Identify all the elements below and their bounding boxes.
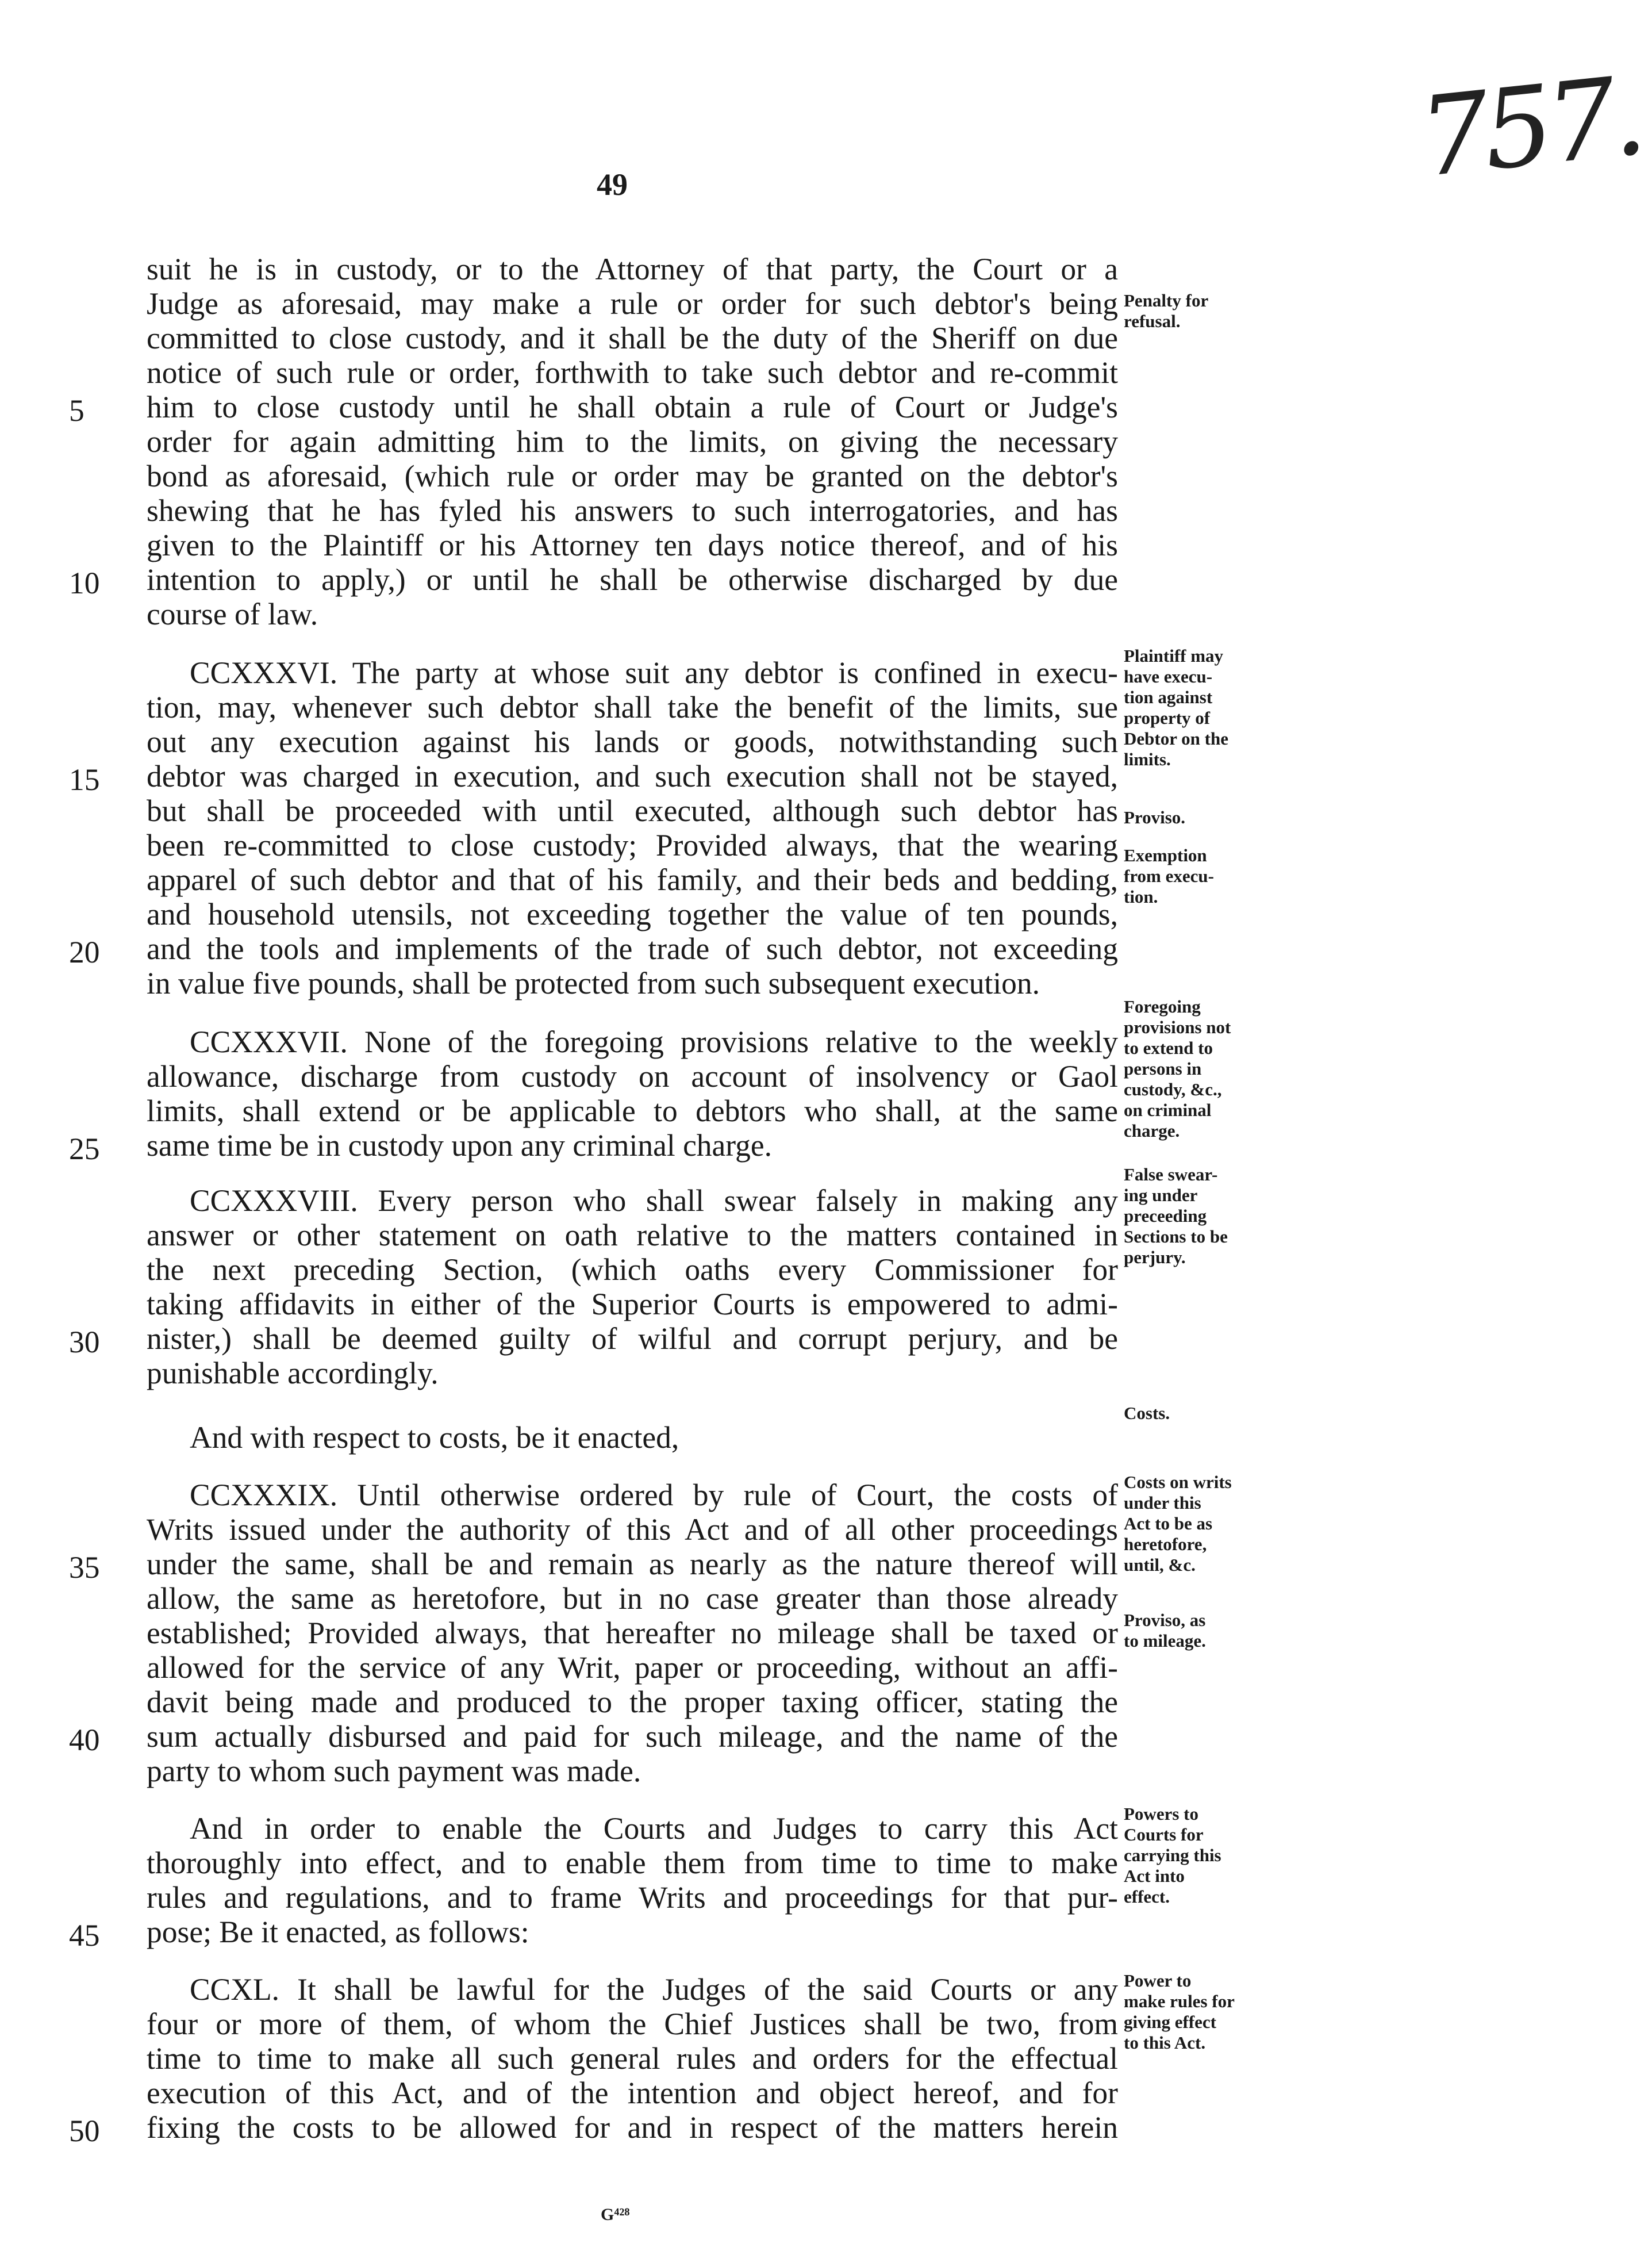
marginal-note — [1124, 1804, 1313, 1907]
text-line: shewing that he has fyled his answers to such interrogatories, and has — [147, 493, 1118, 528]
marginal-note-line: carrying this — [1124, 1845, 1221, 1865]
marginal-note-line: effect. — [1124, 1887, 1170, 1907]
text-line: thoroughly into effect, and to enable them from time to time to make — [147, 1846, 1118, 1880]
marginal-note-line: Courts for — [1124, 1824, 1204, 1845]
marginal-note-line: until, &c. — [1124, 1555, 1196, 1575]
text-line: answer or other statement on oath relative to the matters contained in — [147, 1218, 1118, 1252]
marginal-note — [1124, 646, 1313, 770]
text-line: him to close custody until he shall obtain a rule of Court or Judge's — [147, 390, 1118, 424]
text-line: Writs issued under the authority of this Act and of all other proceedings — [147, 1512, 1118, 1547]
marginal-note — [1124, 845, 1313, 907]
text-line: intention to apply,) or until he shall be otherwise discharged by due — [147, 562, 1118, 597]
marginal-note-line: Act to be as — [1124, 1513, 1213, 1533]
marginal-note-line: Sections to be — [1124, 1226, 1228, 1247]
text-line: established; Provided always, that hereafter no mileage shall be taxed or — [147, 1616, 1118, 1650]
text-line: sum actually disbursed and paid for such mileage, and the name of the — [147, 1719, 1118, 1754]
marginal-note — [1124, 1403, 1313, 1424]
text-line: under the same, shall be and remain as nearly as the nature thereof will — [147, 1547, 1118, 1581]
marginal-note-line: False swear- — [1124, 1164, 1218, 1184]
text-line: and household utensils, not exceeding together the value of ten pounds, — [147, 897, 1118, 931]
text-line: given to the Plaintiff or his Attorney ten days notice thereof, and of his — [147, 528, 1118, 562]
marginal-note-line: tion. — [1124, 887, 1158, 907]
text-line: pose; Be it enacted, as follows: — [147, 1915, 529, 1949]
text-line: allowed for the service of any Writ, paper or proceeding, without an affi- — [147, 1650, 1118, 1685]
marginal-note-line: Powers to — [1124, 1804, 1198, 1824]
text-line: CCXXXVII. None of the foregoing provisions relative to the weekly — [190, 1025, 1118, 1059]
marginal-note-line: Debtor on the — [1124, 729, 1228, 749]
line-number: 15 — [69, 762, 100, 797]
text-line: And in order to enable the Courts and Judges to carry this Act — [190, 1811, 1118, 1846]
text-line: CCXXXVIII. Every person who shall swear falsely in making any — [190, 1183, 1118, 1218]
marginal-note — [1124, 1610, 1313, 1651]
text-line: taking affidavits in either of the Superior Courts is empowered to admi- — [147, 1287, 1118, 1321]
marginal-note — [1124, 1164, 1313, 1268]
marginal-note-line: Foregoing — [1124, 996, 1201, 1017]
text-line: bond as aforesaid, (which rule or order may be granted on the debtor's — [147, 459, 1118, 493]
text-line: fixing the costs to be allowed for and in respect of the matters herein — [147, 2110, 1118, 2145]
marginal-note-line: giving effect — [1124, 2012, 1216, 2032]
handwritten-folio-number: 757. — [1413, 52, 1646, 202]
line-number: 35 — [69, 1550, 100, 1585]
line-number: 25 — [69, 1132, 100, 1166]
marginal-note-line: Proviso, as — [1124, 1610, 1206, 1630]
text-line: suit he is in custody, or to the Attorney of that party, the Court or a — [147, 252, 1118, 286]
text-line: been re-committed to close custody; Provided always, that the wearing — [147, 828, 1118, 862]
line-number: 40 — [69, 1723, 100, 1757]
line-number: 45 — [69, 1918, 100, 1953]
marginal-note-line: refusal. — [1124, 311, 1181, 331]
text-line: rules and regulations, and to frame Writs and proceedings for that pur- — [147, 1880, 1118, 1915]
marginal-note-line: Proviso. — [1124, 807, 1186, 827]
line-number: 10 — [69, 566, 100, 600]
marginal-note-line: to extend to — [1124, 1038, 1213, 1058]
marginal-note — [1124, 1472, 1313, 1575]
text-line: in value five pounds, shall be protected from such subsequent execution. — [147, 966, 1040, 1000]
text-line: And with respect to costs, be it enacted, — [190, 1420, 679, 1455]
marginal-note-line: perjury. — [1124, 1247, 1186, 1267]
text-line: time to time to make all such general rules and orders for the effectual — [147, 2041, 1118, 2076]
line-number: 5 — [69, 393, 84, 428]
text-line: tion, may, whenever such debtor shall take the benefit of the limits, sue — [147, 690, 1118, 724]
text-line: party to whom such payment was made. — [147, 1754, 641, 1788]
page-number: 49 — [597, 167, 628, 202]
text-line: davit being made and produced to the proper taxing officer, stating the — [147, 1685, 1118, 1719]
text-line: execution of this Act, and of the intention and object hereof, and for — [147, 2076, 1118, 2110]
marginal-note-line: Exemption — [1124, 845, 1207, 865]
marginal-note-line: preceeding — [1124, 1206, 1207, 1226]
text-line: four or more of them, of whom the Chief Justices shall be two, from — [147, 2007, 1118, 2041]
marginal-note — [1124, 1970, 1313, 2053]
marginal-note-line: from execu- — [1124, 866, 1214, 886]
text-line: order for again admitting him to the limits, on giving the necessary — [147, 424, 1118, 459]
line-number: 50 — [69, 2114, 100, 2148]
marginal-note-line: limits. — [1124, 749, 1171, 769]
marginal-note-line: persons in — [1124, 1059, 1202, 1079]
marginal-note — [1124, 290, 1313, 332]
text-line: and the tools and implements of the trade of such debtor, not exceeding — [147, 931, 1118, 966]
marginal-note-line: on criminal — [1124, 1100, 1212, 1120]
text-line: punishable accordingly. — [147, 1356, 439, 1390]
marginal-note-line: Costs on writs — [1124, 1472, 1232, 1492]
marginal-note — [1124, 807, 1313, 828]
marginal-note-line: custody, &c., — [1124, 1079, 1222, 1099]
marginal-note-line: Plaintiff may — [1124, 646, 1224, 666]
text-line: course of law. — [147, 597, 318, 631]
marginal-note-line: charge. — [1124, 1121, 1180, 1141]
text-line: debtor was charged in execution, and such execution shall not be stayed, — [147, 759, 1118, 793]
text-line: allow, the same as heretofore, but in no case greater than those already — [147, 1581, 1118, 1616]
marginal-note-line: ing under — [1124, 1185, 1198, 1205]
marginal-note-line: tion against — [1124, 687, 1213, 707]
printer-signature-mark: G⁴²⁸ — [601, 2205, 630, 2224]
marginal-note — [1124, 996, 1313, 1141]
text-line: CCXL. It shall be lawful for the Judges of the said Courts or any — [190, 1972, 1118, 2007]
marginal-note-line: heretofore, — [1124, 1534, 1207, 1554]
line-number: 30 — [69, 1325, 100, 1359]
text-line: but shall be proceeded with until executed, although such debtor has — [147, 793, 1118, 828]
marginal-note-line: to this Act. — [1124, 2033, 1206, 2053]
marginal-note-line: Costs. — [1124, 1403, 1170, 1423]
marginal-note-line: to mileage. — [1124, 1631, 1206, 1651]
text-line: CCXXXVI. The party at whose suit any debtor is confined in execu- — [190, 655, 1118, 690]
text-line: the next preceding Section, (which oaths every Commissioner for — [147, 1252, 1118, 1287]
marginal-note-line: under this — [1124, 1493, 1201, 1513]
text-line: Judge as aforesaid, may make a rule or order for such debtor's being — [147, 286, 1118, 321]
text-line: apparel of such debtor and that of his family, and their beds and bedding, — [147, 862, 1118, 897]
text-line: committed to close custody, and it shall be the duty of the Sheriff on due — [147, 321, 1118, 355]
marginal-note-line: Power to — [1124, 1970, 1192, 1991]
marginal-note-line: have execu- — [1124, 666, 1213, 687]
marginal-note-line: Act into — [1124, 1866, 1185, 1886]
marginal-note-line: Penalty for — [1124, 290, 1209, 310]
text-line: limits, shall extend or be applicable to debtors who shall, at the same — [147, 1094, 1118, 1128]
line-number: 20 — [69, 935, 100, 969]
text-line: out any execution against his lands or goods, notwithstanding such — [147, 724, 1118, 759]
text-line: same time be in custody upon any criminal charge. — [147, 1128, 773, 1163]
text-line: nister,) shall be deemed guilty of wilful and corrupt perjury, and be — [147, 1321, 1118, 1356]
marginal-note-line: provisions not — [1124, 1017, 1231, 1037]
marginal-note-line: make rules for — [1124, 1991, 1235, 2011]
marginal-note-line: property of — [1124, 708, 1211, 728]
text-line: CCXXXIX. Until otherwise ordered by rule of Court, the costs of — [190, 1478, 1118, 1512]
text-line: notice of such rule or order, forthwith to take such debtor and re-commit — [147, 355, 1118, 390]
text-line: allowance, discharge from custody on account of insolvency or Gaol — [147, 1059, 1118, 1094]
